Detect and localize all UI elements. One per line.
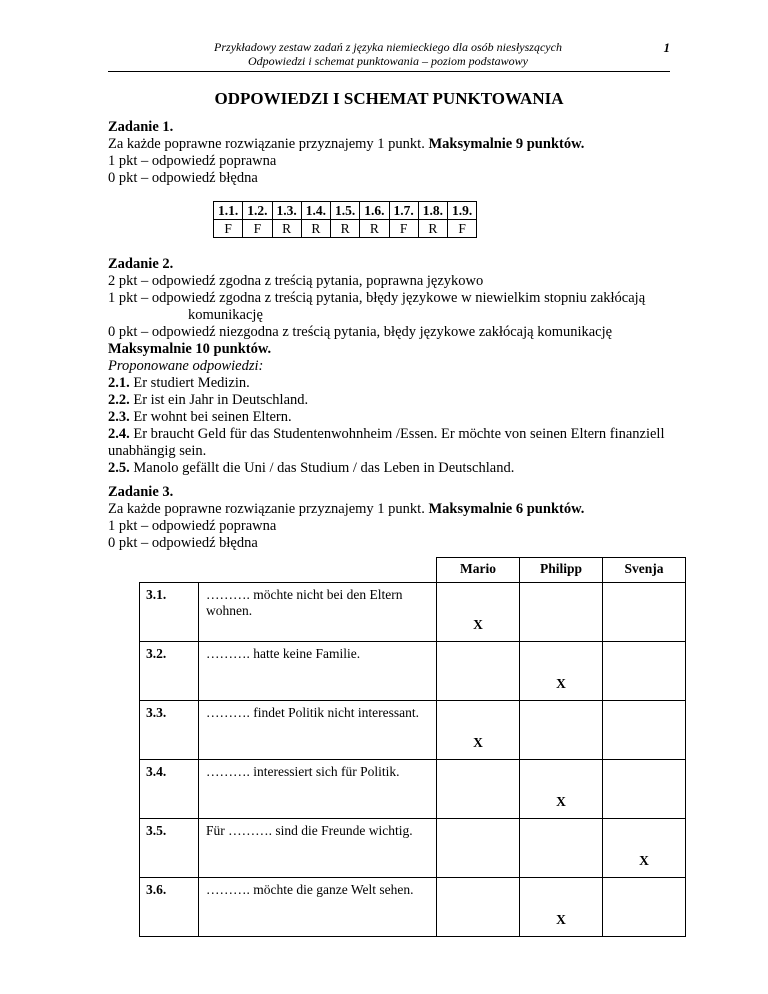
task-2-answer <box>108 375 678 392</box>
task-3-row-number: 3.2. <box>140 642 199 701</box>
task-3-mark-philipp <box>520 701 603 760</box>
task-2-section <box>108 256 678 477</box>
task-2-answer-text: Er braucht Geld für das Studentenwohnheim /Essen. Er möchte von seinen Eltern finanziell unabhängig sein. <box>108 426 665 459</box>
task-3-row <box>140 878 686 937</box>
task-2-heading: Zadanie 2. <box>108 256 174 272</box>
task-3-mark-svenja <box>603 760 686 819</box>
task-2-answer-text: Er ist ein Jahr in Deutschland. <box>129 392 309 408</box>
task-3-row-number: 3.3. <box>140 701 199 760</box>
task-1-section <box>108 119 678 187</box>
task-3-section <box>108 484 678 552</box>
task-3-row-number: 3.5. <box>140 819 199 878</box>
task-3-heading: Zadanie 3. <box>108 484 174 500</box>
task-1-item-answer: R <box>331 220 360 238</box>
task-1-answer-table <box>213 201 477 238</box>
task-1-item-answer: R <box>272 220 301 238</box>
task-2-max: Maksymalnie 10 punktów. <box>108 341 272 357</box>
task-1-item-answer: R <box>301 220 330 238</box>
task-3-mark-mario: X <box>437 701 520 760</box>
task-3-row <box>140 701 686 760</box>
task-1-score-0: 0 pkt – odpowiedź błędna <box>108 170 258 186</box>
task-1-item-answer: R <box>418 220 447 238</box>
task-2-answer-text: Er wohnt bei seinen Eltern. <box>129 409 292 425</box>
task-1-item-answer: F <box>243 220 272 238</box>
task-3-intro-text: Za każde poprawne rozwiązanie przyznajemy 1 punkt. <box>108 501 429 517</box>
task-1-score-1: 1 pkt – odpowiedź poprawna <box>108 153 277 169</box>
task-1-item-answer: F <box>389 220 418 238</box>
task-3-mark-philipp: X <box>520 642 603 701</box>
task-2-score-1-cont: komunikację <box>188 307 263 323</box>
task-3-row-number: 3.1. <box>140 583 199 642</box>
task-3-score-0: 0 pkt – odpowiedź błędna <box>108 535 258 551</box>
col-philipp: Philipp <box>520 558 603 583</box>
task-2-answers <box>108 375 678 477</box>
task-1-item-answer: F <box>448 220 477 238</box>
task-3-mark-mario <box>437 878 520 937</box>
task-3-mark-svenja <box>603 701 686 760</box>
task-3-row-statement: ………. interessiert sich für Politik. <box>199 760 437 819</box>
task-3-row-statement: ………. möchte nicht bei den Eltern wohnen. <box>199 583 437 642</box>
task-3-mark-mario <box>437 642 520 701</box>
task-2-answer-number: 2.4. <box>108 426 130 442</box>
task-3-mark-mario: X <box>437 583 520 642</box>
task-1-item-number: 1.7. <box>389 202 418 220</box>
task-2-proposed: Proponowane odpowiedzi: <box>108 358 264 374</box>
task-3-mark-mario <box>437 819 520 878</box>
page-number: 1 <box>663 40 670 55</box>
task-1-item-number: 1.4. <box>301 202 330 220</box>
task-2-score-0: 0 pkt – odpowiedź niezgodna z treścią pytania, błędy językowe zakłócają komunikację <box>108 324 613 340</box>
task-3-mark-philipp <box>520 583 603 642</box>
task-3-intro <box>108 501 678 518</box>
header-line-1: Przykładowy zestaw zadań z języka niemieckiego dla osób niesłyszących <box>214 40 562 54</box>
col-mario: Mario <box>437 558 520 583</box>
task-2-answer <box>108 426 678 460</box>
task-1-max: Maksymalnie 9 punktów. <box>428 136 585 152</box>
task-3-max: Maksymalnie 6 punktów. <box>428 501 585 517</box>
task-3-answer-table <box>139 557 686 937</box>
task-2-answer-text: Er studiert Medizin. <box>129 375 250 391</box>
task-3-mark-philipp <box>520 819 603 878</box>
task-1-heading: Zadanie 1. <box>108 119 174 135</box>
task-1-item-number: 1.5. <box>331 202 360 220</box>
task-3-mark-philipp: X <box>520 760 603 819</box>
task-3-row-number: 3.6. <box>140 878 199 937</box>
task-2-score-2: 2 pkt – odpowiedź zgodna z treścią pytania, poprawna językowo <box>108 273 484 289</box>
task-2-answer-text: Manolo gefällt die Uni / das Studium / das Leben in Deutschland. <box>129 460 515 476</box>
task-3-mark-svenja: X <box>603 819 686 878</box>
task-3-mark-svenja <box>603 878 686 937</box>
task-1-item-answer: F <box>214 220 243 238</box>
task-1-intro-text: Za każde poprawne rozwiązanie przyznajemy 1 punkt. <box>108 136 429 152</box>
header-divider <box>108 71 670 72</box>
task-3-row <box>140 583 686 642</box>
task-3-row-statement: ………. findet Politik nicht interessant. <box>199 701 437 760</box>
col-svenja: Svenja <box>603 558 686 583</box>
task-2-answer-number: 2.5. <box>108 460 130 476</box>
task-1-item-number: 1.2. <box>243 202 272 220</box>
task-3-row-number: 3.4. <box>140 760 199 819</box>
task-1-item-answer: R <box>360 220 389 238</box>
task-3-score-1: 1 pkt – odpowiedź poprawna <box>108 518 277 534</box>
task-3-mark-mario <box>437 760 520 819</box>
task-2-answer-number: 2.1. <box>108 375 130 391</box>
task-3-row-statement: ………. möchte die ganze Welt sehen. <box>199 878 437 937</box>
header-line-2: Odpowiedzi i schemat punktowania – poziom podstawowy <box>248 54 528 68</box>
task-2-score-1: 1 pkt – odpowiedź zgodna z treścią pytania, błędy językowe w niewielkim stopniu zakłócają <box>108 290 646 306</box>
task-3-row-statement: ………. hatte keine Familie. <box>199 642 437 701</box>
task-3-mark-svenja <box>603 583 686 642</box>
task-1-item-number: 1.1. <box>214 202 243 220</box>
task-3-mark-svenja <box>603 642 686 701</box>
task-3-mark-philipp: X <box>520 878 603 937</box>
task-2-answer-number: 2.2. <box>108 392 130 408</box>
task-2-answer-number: 2.3. <box>108 409 130 425</box>
task-3-row <box>140 642 686 701</box>
task-3-row-statement: Für ………. sind die Freunde wichtig. <box>199 819 437 878</box>
task-1-item-number: 1.3. <box>272 202 301 220</box>
task-3-row <box>140 819 686 878</box>
task-1-item-number: 1.9. <box>448 202 477 220</box>
task-2-answer <box>108 460 678 477</box>
task-3-header-row <box>140 558 686 583</box>
task-3-header-blank <box>140 558 437 583</box>
task-3-row <box>140 760 686 819</box>
task-1-item-number: 1.6. <box>360 202 389 220</box>
task-1-intro <box>108 136 678 153</box>
page-header <box>108 40 668 68</box>
task-2-answer <box>108 392 678 409</box>
task-2-answer <box>108 409 678 426</box>
task-1-item-number: 1.8. <box>418 202 447 220</box>
page-title: ODPOWIEDZI I SCHEMAT PUNKTOWANIA <box>214 89 564 108</box>
